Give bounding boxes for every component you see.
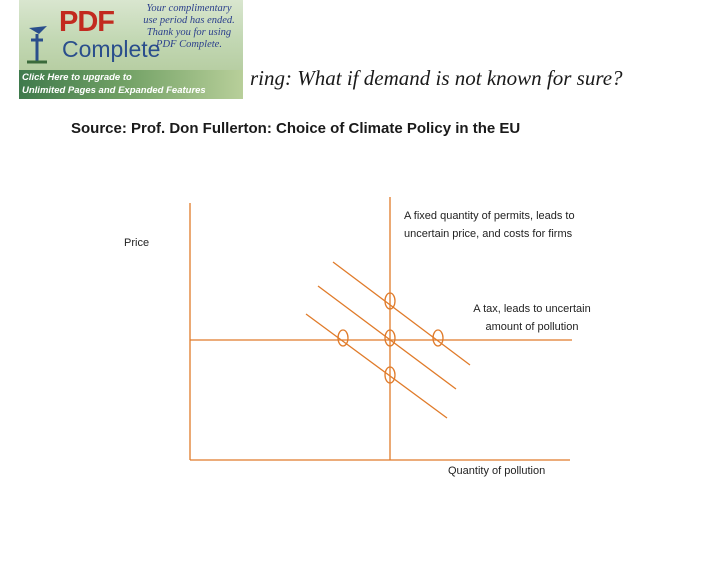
promo-line: Thank you for using	[146, 27, 232, 38]
slide-title: ring: What if demand is not known for sure?	[250, 66, 623, 90]
logo-pdf-text: PDF	[59, 6, 114, 38]
upgrade-line[interactable]: Click Here to upgrade to	[22, 72, 132, 83]
tax-annotation	[460, 300, 604, 336]
permits-annotation	[404, 207, 575, 243]
x-axis-label: Quantity of pollution	[448, 465, 546, 477]
promo-line: use period has ended.	[143, 15, 235, 26]
tax-annotation-line: A tax, leads to uncertain	[473, 303, 591, 315]
source-citation: Source: Prof. Don Fullerton: Choice of Climate Policy in the EU	[71, 120, 521, 137]
tax-annotation-line: amount of pollution	[485, 321, 579, 333]
upgrade-line[interactable]: Unlimited Pages and Expanded Features	[22, 85, 206, 96]
permits-annotation-line: A fixed quantity of permits, leads to	[404, 210, 575, 222]
logo-complete-text: Complete	[62, 36, 161, 62]
y-axis-label: Price	[124, 237, 150, 249]
promo-line: PDF Complete.	[156, 39, 222, 50]
promo-line: Your complimentary	[146, 3, 232, 14]
permits-annotation-line: uncertain price, and costs for firms	[404, 228, 573, 240]
